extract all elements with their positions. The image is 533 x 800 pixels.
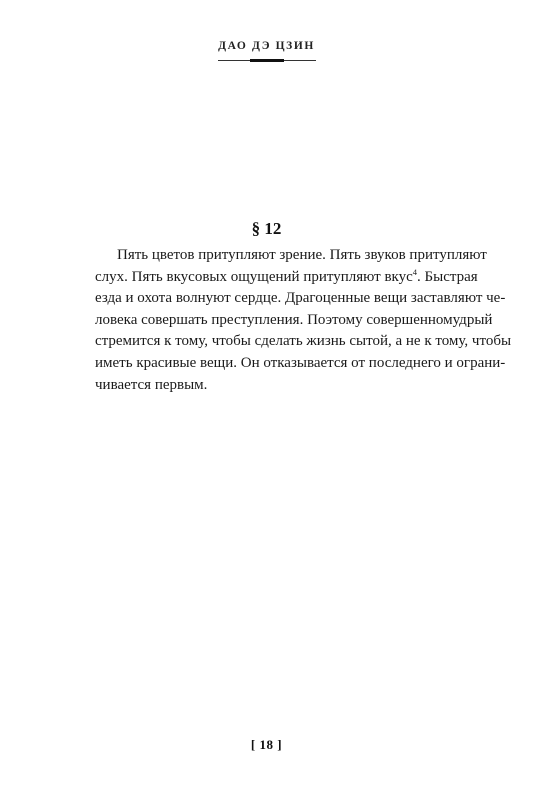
paragraph-line: езда и охота волнуют сердце. Драгоценные вещи заставляют че- (95, 290, 506, 307)
paragraph-line (95, 266, 478, 289)
body-paragraph (95, 245, 512, 396)
paragraph-line: стремится к тому, чтобы сделать жизнь сытой, а не к тому, чтобы (95, 333, 512, 350)
paragraph-line: иметь красивые вещи. Он отказывается от последнего и ограни- (95, 354, 506, 371)
running-head: ДАО ДЭ ЦЗИН (218, 40, 315, 52)
paragraph-line: чивается первым. (95, 376, 208, 393)
footnote-marker: 4 (412, 266, 418, 277)
paragraph-line-tail: . Быстрая (417, 268, 478, 285)
paragraph-line: ловека совершать преступления. Поэтому совершенномудрый (95, 311, 493, 328)
page-number: [ 18 ] (250, 737, 283, 752)
header-rule-accent (250, 59, 284, 62)
paragraph-line: Пять цветов притупляют зрение. Пять звуков притупляют (117, 247, 487, 263)
section-heading: § 12 (251, 219, 282, 238)
paragraph-line-text: слух. Пять вкусовых ощущений притупляют вкус (95, 268, 413, 285)
